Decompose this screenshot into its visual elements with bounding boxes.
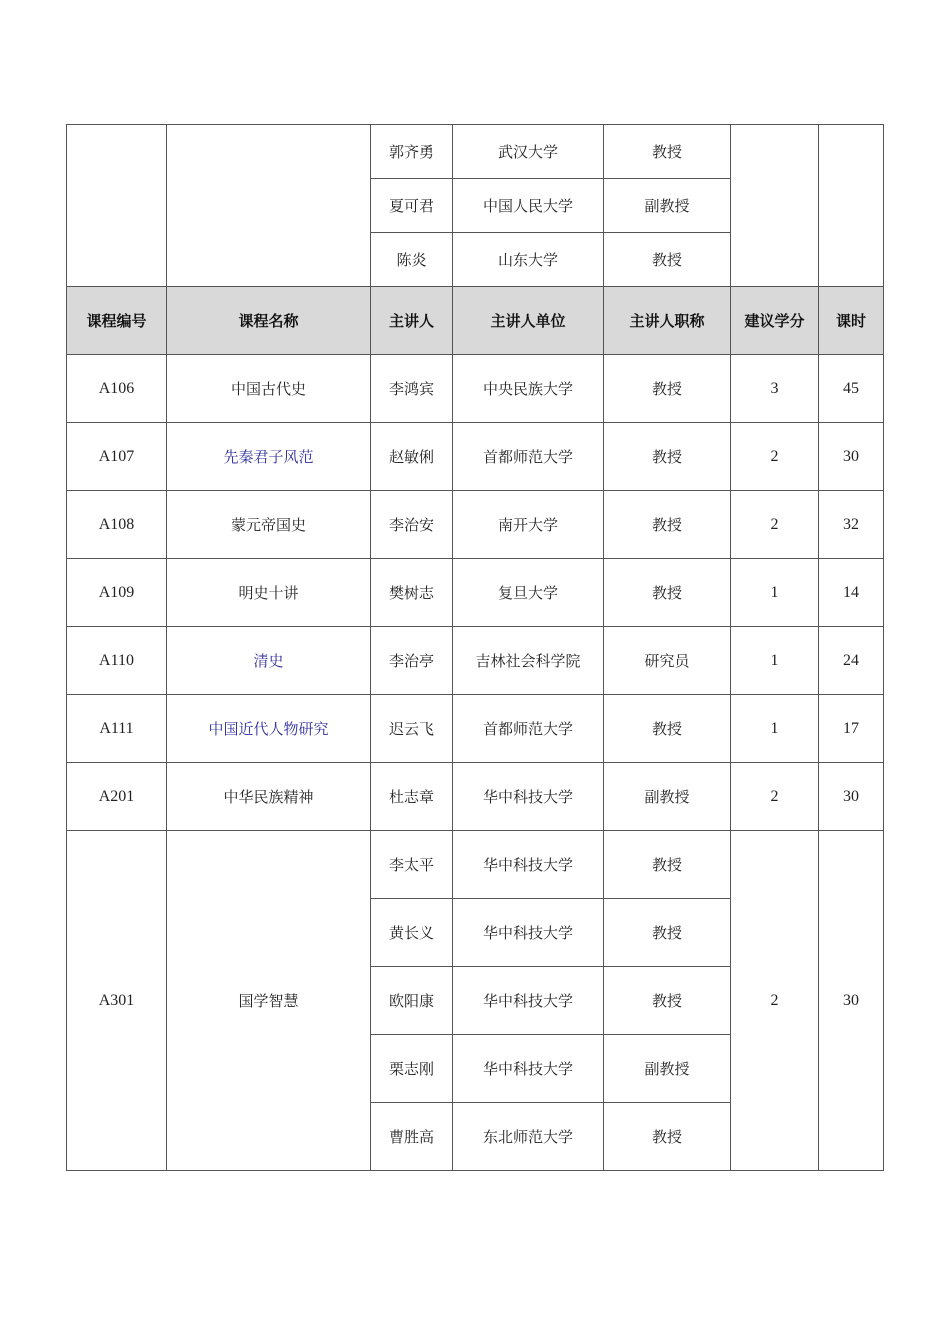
unit-cell: 首都师范大学 bbox=[453, 695, 604, 763]
credits-cell: 2 bbox=[731, 763, 819, 831]
table-row bbox=[67, 559, 884, 627]
lecturer-cell: 夏可君 bbox=[371, 179, 453, 233]
lecturer-cell: 郭齐勇 bbox=[371, 125, 453, 179]
course-name: 蒙元帝国史 bbox=[167, 491, 371, 559]
table-header-row bbox=[67, 287, 884, 355]
continuation-row bbox=[67, 125, 884, 179]
title-cell: 教授 bbox=[604, 559, 731, 627]
title-cell: 副教授 bbox=[604, 179, 731, 233]
lecturer-cell: 杜志章 bbox=[371, 763, 453, 831]
course-code: A301 bbox=[67, 831, 167, 1171]
hours-cell: 45 bbox=[819, 355, 884, 423]
hours-cell: 24 bbox=[819, 627, 884, 695]
lecturer-cell: 李治亭 bbox=[371, 627, 453, 695]
credits-cell: 1 bbox=[731, 695, 819, 763]
table-row bbox=[67, 763, 884, 831]
course-name: 中国古代史 bbox=[167, 355, 371, 423]
continuation-code-cell bbox=[67, 125, 167, 287]
unit-cell: 吉林社会科学院 bbox=[453, 627, 604, 695]
unit-cell: 中央民族大学 bbox=[453, 355, 604, 423]
lecturer-cell: 欧阳康 bbox=[371, 967, 453, 1035]
table-row bbox=[67, 491, 884, 559]
lecturer-cell: 陈炎 bbox=[371, 233, 453, 287]
header-unit: 主讲人单位 bbox=[453, 287, 604, 355]
credits-cell: 1 bbox=[731, 559, 819, 627]
credits-cell: 1 bbox=[731, 627, 819, 695]
header-hours: 课时 bbox=[819, 287, 884, 355]
unit-cell: 华中科技大学 bbox=[453, 1035, 604, 1103]
course-name-link[interactable]: 清史 bbox=[167, 627, 371, 695]
unit-cell: 首都师范大学 bbox=[453, 423, 604, 491]
hours-cell: 32 bbox=[819, 491, 884, 559]
hours-cell: 17 bbox=[819, 695, 884, 763]
unit-cell: 复旦大学 bbox=[453, 559, 604, 627]
credits-cell: 3 bbox=[731, 355, 819, 423]
lecturer-cell: 曹胜高 bbox=[371, 1103, 453, 1171]
lecturer-cell: 李太平 bbox=[371, 831, 453, 899]
course-code: A111 bbox=[67, 695, 167, 763]
credits-cell: 2 bbox=[731, 491, 819, 559]
credits-cell: 2 bbox=[731, 831, 819, 1171]
title-cell: 教授 bbox=[604, 695, 731, 763]
course-name: 明史十讲 bbox=[167, 559, 371, 627]
course-code: A106 bbox=[67, 355, 167, 423]
hours-cell: 30 bbox=[819, 423, 884, 491]
unit-cell: 东北师范大学 bbox=[453, 1103, 604, 1171]
header-code: 课程编号 bbox=[67, 287, 167, 355]
credits-cell: 2 bbox=[731, 423, 819, 491]
unit-cell: 华中科技大学 bbox=[453, 967, 604, 1035]
course-name: 中华民族精神 bbox=[167, 763, 371, 831]
title-cell: 副教授 bbox=[604, 763, 731, 831]
unit-cell: 华中科技大学 bbox=[453, 763, 604, 831]
continuation-hours-cell bbox=[819, 125, 884, 287]
header-lecturer: 主讲人 bbox=[371, 287, 453, 355]
table-row bbox=[67, 695, 884, 763]
course-name-link[interactable]: 先秦君子风范 bbox=[167, 423, 371, 491]
lecturer-cell: 迟云飞 bbox=[371, 695, 453, 763]
course-table bbox=[66, 124, 884, 1171]
table-row bbox=[67, 627, 884, 695]
title-cell: 教授 bbox=[604, 899, 731, 967]
unit-cell: 武汉大学 bbox=[453, 125, 604, 179]
continuation-name-cell bbox=[167, 125, 371, 287]
title-cell: 教授 bbox=[604, 423, 731, 491]
title-cell: 教授 bbox=[604, 831, 731, 899]
header-credits: 建议学分 bbox=[731, 287, 819, 355]
lecturer-cell: 樊树志 bbox=[371, 559, 453, 627]
unit-cell: 山东大学 bbox=[453, 233, 604, 287]
continuation-credits-cell bbox=[731, 125, 819, 287]
unit-cell: 中国人民大学 bbox=[453, 179, 604, 233]
table-row bbox=[67, 831, 884, 899]
hours-cell: 14 bbox=[819, 559, 884, 627]
lecturer-cell: 李治安 bbox=[371, 491, 453, 559]
course-code: A110 bbox=[67, 627, 167, 695]
hours-cell: 30 bbox=[819, 831, 884, 1171]
title-cell: 教授 bbox=[604, 491, 731, 559]
lecturer-cell: 李鸿宾 bbox=[371, 355, 453, 423]
unit-cell: 华中科技大学 bbox=[453, 831, 604, 899]
course-code: A107 bbox=[67, 423, 167, 491]
unit-cell: 南开大学 bbox=[453, 491, 604, 559]
hours-cell: 30 bbox=[819, 763, 884, 831]
title-cell: 教授 bbox=[604, 233, 731, 287]
title-cell: 研究员 bbox=[604, 627, 731, 695]
lecturer-cell: 黄长义 bbox=[371, 899, 453, 967]
course-name: 国学智慧 bbox=[167, 831, 371, 1171]
course-name-link[interactable]: 中国近代人物研究 bbox=[167, 695, 371, 763]
title-cell: 教授 bbox=[604, 967, 731, 1035]
table-row bbox=[67, 423, 884, 491]
table-row bbox=[67, 355, 884, 423]
header-name: 课程名称 bbox=[167, 287, 371, 355]
course-code: A201 bbox=[67, 763, 167, 831]
title-cell: 教授 bbox=[604, 355, 731, 423]
title-cell: 教授 bbox=[604, 1103, 731, 1171]
lecturer-cell: 栗志刚 bbox=[371, 1035, 453, 1103]
title-cell: 副教授 bbox=[604, 1035, 731, 1103]
header-title: 主讲人职称 bbox=[604, 287, 731, 355]
unit-cell: 华中科技大学 bbox=[453, 899, 604, 967]
course-code: A109 bbox=[67, 559, 167, 627]
title-cell: 教授 bbox=[604, 125, 731, 179]
lecturer-cell: 赵敏俐 bbox=[371, 423, 453, 491]
course-code: A108 bbox=[67, 491, 167, 559]
